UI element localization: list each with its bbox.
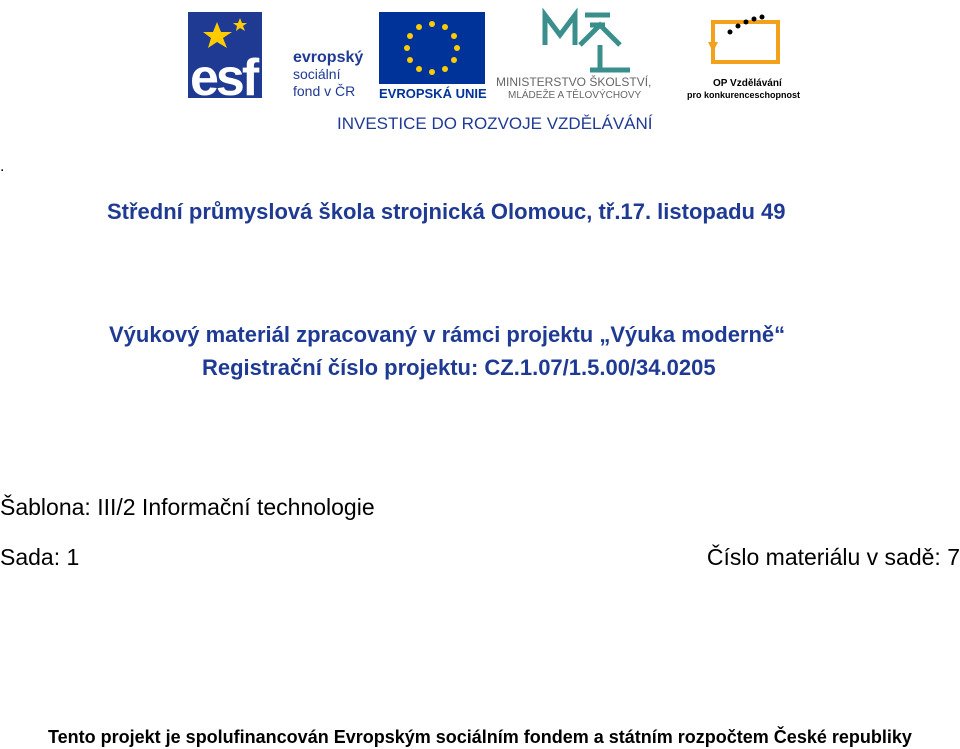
footer-note: Tento projekt je spolufinancován Evropským sociálním fondem a státním rozpočtem České republiky xyxy=(48,727,912,747)
logo-bar xyxy=(0,0,960,140)
eu-flag-logo xyxy=(379,12,487,101)
school-heading: Střední průmyslová škola strojnická Olomouc, tř.17. listopadu 49 xyxy=(107,199,786,224)
set-label: Sada: 1 xyxy=(0,544,80,570)
esf-text-1: evropský xyxy=(293,49,364,66)
esf-text-2: sociální xyxy=(293,66,341,82)
msmt-emblem-icon xyxy=(545,15,630,70)
stray-dot: . xyxy=(0,158,5,175)
op-text-1: OP Vzdělávání xyxy=(713,78,782,89)
esf-text-3: fond v ČR xyxy=(293,83,356,99)
material-number-label: Číslo materiálu v sadě: 7 xyxy=(706,544,960,570)
project-heading: Výukový materiál zpracovaný v rámci projektu „Výuka moderně“ xyxy=(109,322,786,347)
op-text-2: pro konkurenceschopnost xyxy=(687,90,801,100)
invest-tagline: INVESTICE DO ROZVOJE VZDĚLÁVÁNÍ xyxy=(337,114,653,133)
msmt-logo xyxy=(496,15,651,101)
svg-text:esf: esf xyxy=(190,49,257,107)
msmt-text-2: MLÁDEŽE A TĚLOVÝCHOVY xyxy=(508,90,642,101)
msmt-text-1: MINISTERSTVO ŠKOLSTVÍ, xyxy=(496,75,652,89)
template-label: Šablona: III/2 Informační technologie xyxy=(0,494,375,520)
op-logo xyxy=(687,15,800,101)
registration-number: Registrační číslo projektu: CZ.1.07/1.5.00/34.0205 xyxy=(202,355,716,380)
esf-logo xyxy=(188,12,363,107)
eu-text: EVROPSKÁ UNIE xyxy=(379,86,487,101)
op-emblem-icon xyxy=(713,22,778,62)
